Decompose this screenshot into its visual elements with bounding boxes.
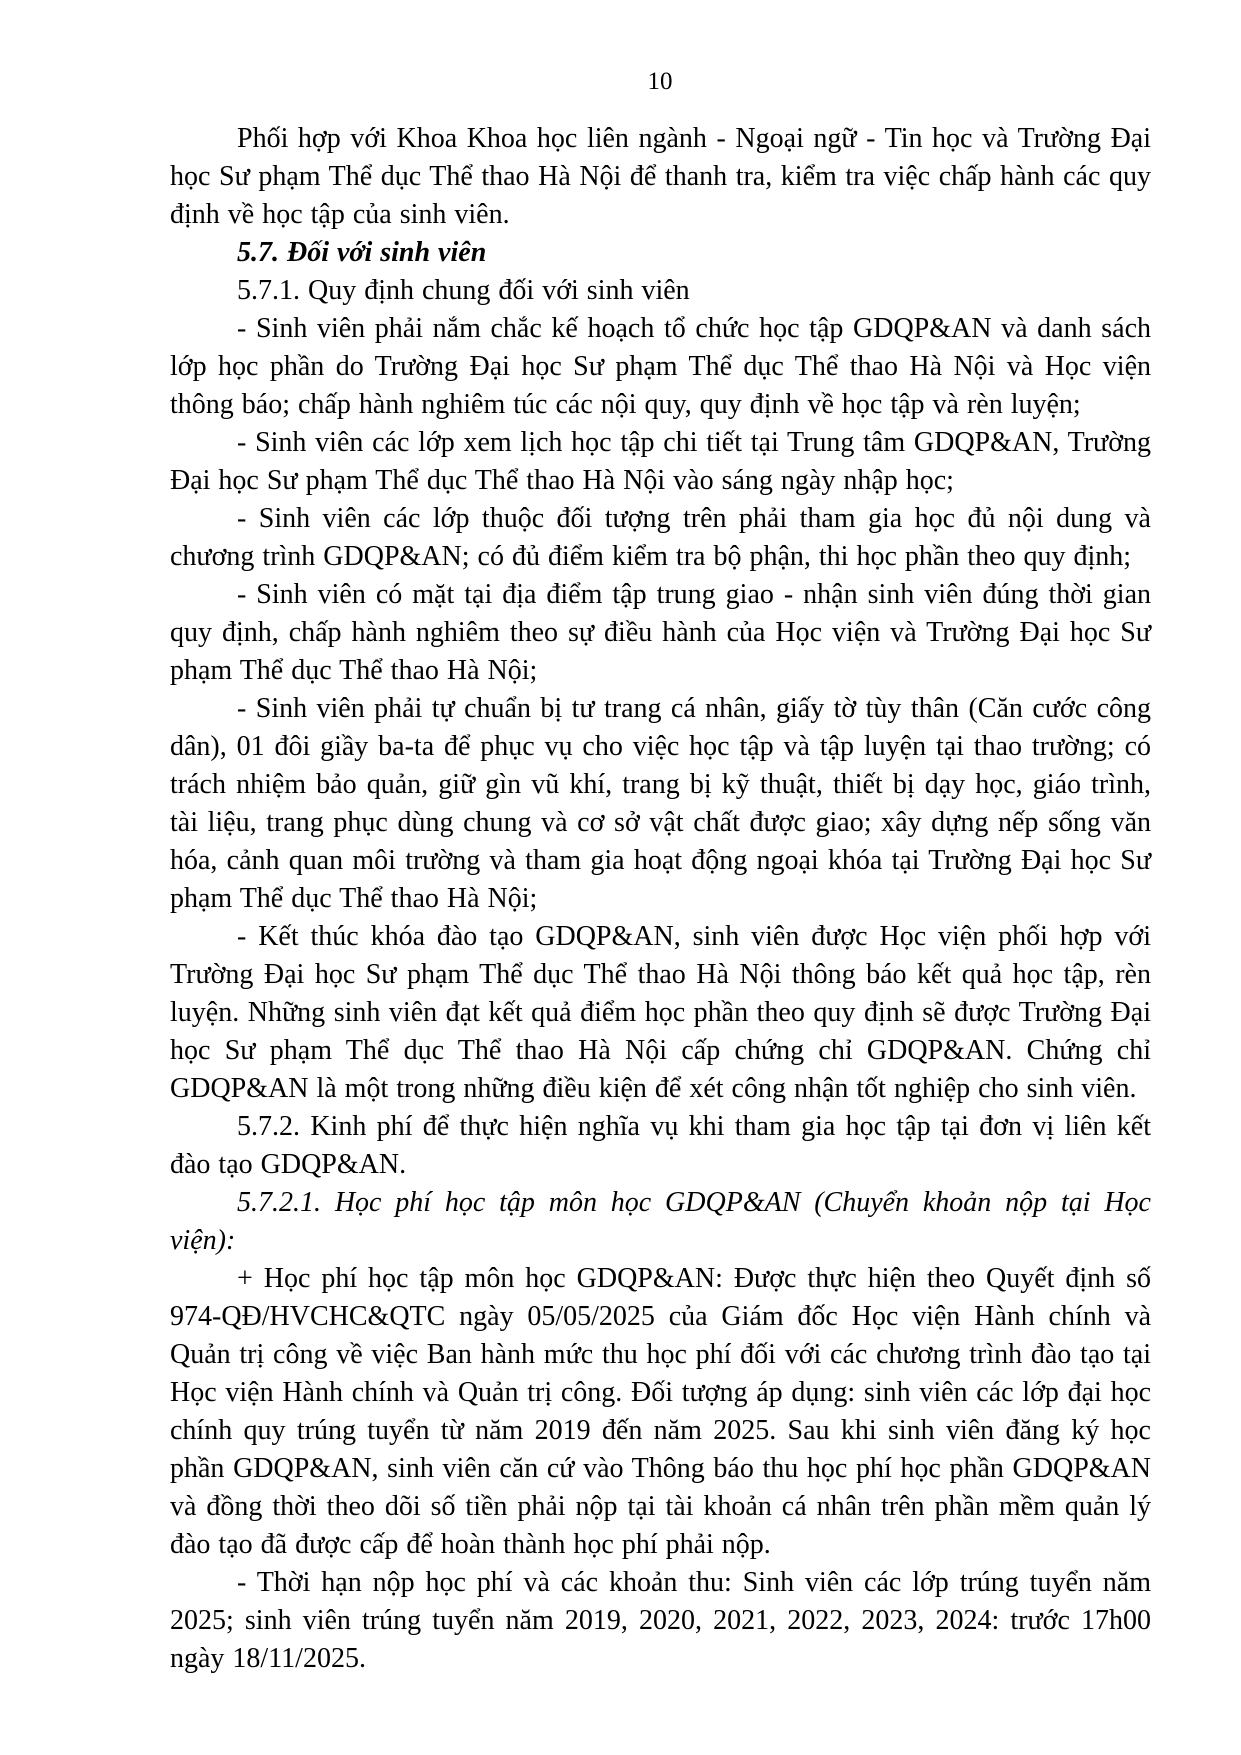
paragraph-tuition-fee-regulation: + Học phí học tập môn học GDQP&AN: Được thực hiện theo Quyết định số 974-QĐ/HVCHC&QTC ngày 05/05/2025 của Giám đốc Học viện Hành chính và Quản trị công về việc Ban hành mức thu học phí đối với các chương trình đào tạo tại Học viện Hành chính và Quản trị công. Đối tượng áp dụng: sinh viên các lớp đại học chính quy trúng tuyển từ năm 2019 đến năm 2025. Sau khi sinh viên đăng ký học phần GDQP&AN, sinh viên căn cứ vào Thông báo thu học phí học phần GDQP&AN và đồng thời theo dõi số tiền phải nộp tại tài khoản cá nhân trên phần mềm quản lý đào tạo đã được cấp để hoàn thành học phí phải nộp. (170, 1263, 1151, 1560)
section-5-7-heading: 5.7. Đối với sinh viên (237, 237, 487, 268)
bullet-attendance-requirement: - Sinh viên các lớp thuộc đối tượng trên phải tham gia học đủ nội dung và chương trình GDQP&AN; có đủ điểm kiểm tra bộ phận, thi học phần theo quy định; (170, 503, 1151, 572)
paragraph-cooperation-inspection: Phối hợp với Khoa Khoa học liên ngành - Ngoại ngữ - Tin học và Trường Đại học Sư phạm Thể dục Thể thao Hà Nội để thanh tra, kiểm tra việc chấp hành các quy định về học tập của sinh viên. (170, 123, 1151, 230)
section-5-7-1-heading: 5.7.1. Quy định chung đối với sinh viên (237, 275, 690, 306)
bullet-course-completion-certificate: - Kết thúc khóa đào tạo GDQP&AN, sinh viên được Học viện phối hợp với Trường Đại học Sư phạm Thể dục Thể thao Hà Nội thông báo kết quả học tập, rèn luyện. Những sinh viên đạt kết quả điểm học phần theo quy định sẽ được Trường Đại học Sư phạm Thể dục Thể thao Hà Nội cấp chứng chỉ GDQP&AN. Chứng chỉ GDQP&AN là một trong những điều kiện để xét công nhận tốt nghiệp cho sinh viên. (170, 921, 1151, 1104)
bullet-schedule-viewing: - Sinh viên các lớp xem lịch học tập chi tiết tại Trung tâm GDQP&AN, Trường Đại học Sư phạm Thể dục Thể thao Hà Nội vào sáng ngày nhập học; (170, 427, 1151, 496)
page-number: 10 (647, 68, 673, 95)
paragraph-payment-deadline: - Thời hạn nộp học phí và các khoản thu: Sinh viên các lớp trúng tuyển năm 2025; sinh viên trúng tuyển năm 2019, 2020, 2021, 2022, 2023, 2024: trước 17h00 ngày 18/11/2025. (170, 1567, 1151, 1674)
section-5-7-2-1-heading: 5.7.2.1. Học phí học tập môn học GDQP&AN (Chuyển khoản nộp tại Học viện): (170, 1187, 1151, 1256)
section-5-7-2-heading: 5.7.2. Kinh phí để thực hiện nghĩa vụ khi tham gia học tập tại đơn vị liên kết đào tạo GDQP&AN. (170, 1111, 1151, 1180)
document-body (170, 120, 1151, 1678)
bullet-personal-preparation: - Sinh viên phải tự chuẩn bị tư trang cá nhân, giấy tờ tùy thân (Căn cước công dân), 01 đôi giầy ba-ta để phục vụ cho việc học tập và tập luyện tại thao trường; có trách nhiệm bảo quản, giữ gìn vũ khí, trang bị kỹ thuật, thiết bị dạy học, giáo trình, tài liệu, trang phục dùng chung và cơ sở vật chất được giao; xây dựng nếp sống văn hóa, cảnh quan môi trường và tham gia hoạt động ngoại khóa tại Trường Đại học Sư phạm Thể dục Thể thao Hà Nội; (170, 693, 1151, 914)
bullet-assembly-point: - Sinh viên có mặt tại địa điểm tập trung giao - nhận sinh viên đúng thời gian quy định, chấp hành nghiêm theo sự điều hành của Học viện và Trường Đại học Sư phạm Thể dục Thể thao Hà Nội; (170, 579, 1151, 686)
bullet-study-plan: - Sinh viên phải nắm chắc kế hoạch tổ chức học tập GDQP&AN và danh sách lớp học phần do Trường Đại học Sư phạm Thể dục Thể thao Hà Nội và Học viện thông báo; chấp hành nghiêm túc các nội quy, quy định về học tập và rèn luyện; (170, 313, 1151, 420)
